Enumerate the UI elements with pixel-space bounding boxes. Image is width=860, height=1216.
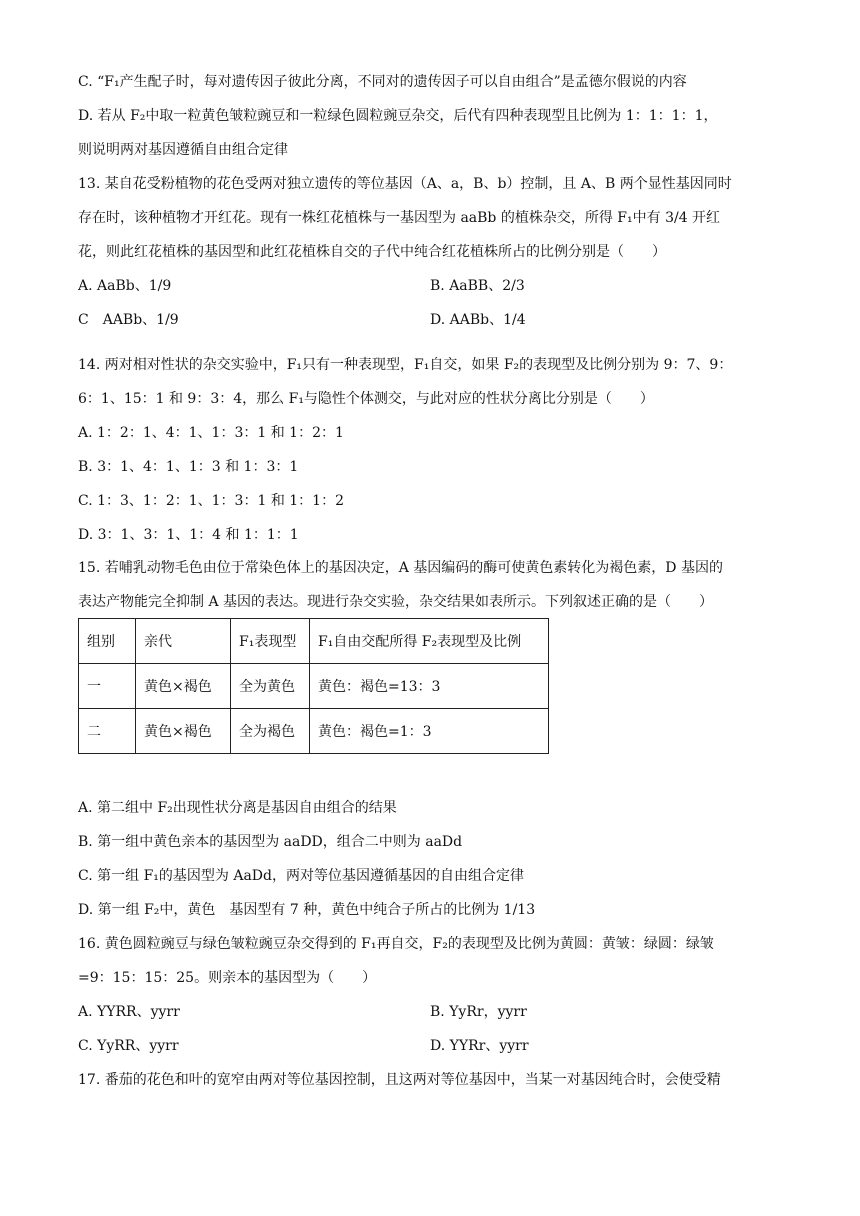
q15-option-a: A. 第二组中 F₂出现性状分离是基因自由组合的结果: [78, 800, 397, 816]
table-cell: 黄色×褐色: [136, 664, 231, 709]
table-header-cell: 组别: [79, 619, 136, 664]
q16-option-c: C. YyRR、yyrr: [78, 1038, 179, 1054]
q15-stem: 15. 若哺乳动物毛色由位于常染色体上的基因决定，A 基因编码的酶可使黄色素转化为褐色素，D 基因的: [78, 560, 723, 576]
q15-option-d: D. 第一组 F₂中，黄色 基因型有 7 种，黄色中纯合子所占的比例为 1/13: [78, 902, 536, 918]
q16-stem: 16. 黄色圆粒豌豆与绿色皱粒豌豆杂交得到的 F₁再自交，F₂的表现型及比例为黄圆：黄皱：绿圆：绿皱: [78, 936, 714, 952]
q16-stem-cont: =9：15：15：25。则亲本的基因型为（ ）: [78, 970, 377, 986]
table-cell: 黄色×褐色: [136, 709, 231, 754]
table-header-cell: F₁表现型: [231, 619, 310, 664]
q14-option-b: B. 3：1、4：1、1：3 和 1：3：1: [78, 459, 299, 475]
q15-option-b: B. 第一组中黄色亲本的基因型为 aaDD，组合二中则为 aaDd: [78, 834, 463, 850]
q14-option-d: D. 3：1、3：1、1：4 和 1：1：1: [78, 527, 299, 543]
q14-option-a: A. 1：2：1、4：1、1：3：1 和 1：2：1: [78, 425, 344, 441]
table-cell: 黄色：褐色=13：3: [310, 664, 549, 709]
q14-option-c: C. 1：3、1：2：1、1：3：1 和 1：1：2: [78, 493, 344, 509]
q13-option-a: A. AaBb、1/9: [78, 278, 172, 294]
q14-stem: 14. 两对相对性状的杂交实验中，F₁只有一种表现型，F₁自交，如果 F₂的表现型及比例分别为 9：7、9：: [78, 357, 733, 373]
q14-stem-cont: 6：1、15：1 和 9：3：4，那么 F₁与隐性个体测交，与此对应的性状分离比分别是（ ）: [78, 391, 654, 407]
q13-option-c: C AABb、1/9: [78, 312, 179, 328]
table-header-cell: F₁自由交配所得 F₂表现型及比例: [310, 619, 549, 664]
q13-stem-cont2: 花，则此红花植株的基因型和此红花植株自交的子代中纯合红花植株所占的比例分别是（ ）: [78, 244, 666, 260]
q16-option-a: A. YYRR、yyrr: [78, 1004, 180, 1020]
q12-option-d: D. 若从 F₂中取一粒黄色皱粒豌豆和一粒绿色圆粒豌豆杂交，后代有四种表现型且比例为 1：1：1：1，: [78, 108, 718, 124]
table-cell: 二: [79, 709, 136, 754]
q12-option-d-cont: 则说明两对基因遵循自由组合定律: [78, 142, 288, 158]
q17-stem: 17. 番茄的花色和叶的宽窄由两对等位基因控制，且这两对等位基因中，当某一对基因纯合时，会使受精: [78, 1072, 721, 1088]
q13-option-b: B. AaBB、2/3: [430, 278, 525, 294]
table-row: [79, 664, 549, 709]
table-header-cell: 亲代: [136, 619, 231, 664]
table-row: [79, 709, 549, 754]
table-cell: 全为黄色: [231, 664, 310, 709]
table-header-row: [79, 619, 549, 664]
q13-stem-cont: 存在时，该种植物才开红花。现有一株红花植株与一基因型为 aaBb 的植株杂交，所得 F₁中有 3/4 开红: [78, 210, 721, 226]
table-cell: 黄色：褐色=1：3: [310, 709, 549, 754]
q13-option-d: D. AABb、1/4: [430, 312, 526, 328]
q16-option-d: D. YYRr、yyrr: [430, 1038, 529, 1054]
q12-option-c: C. “F₁产生配子时，每对遗传因子彼此分离，不同对的遗传因子可以自由组合”是孟德尔假说的内容: [78, 74, 687, 90]
q13-stem: 13. 某自花受粉植物的花色受两对独立遗传的等位基因（A、a，B、b）控制，且 A、B 两个显性基因同时: [78, 176, 732, 192]
q15-results-table: [78, 618, 549, 754]
q16-option-b: B. YyRr，yyrr: [430, 1004, 527, 1020]
table-cell: 全为褐色: [231, 709, 310, 754]
q15-option-c: C. 第一组 F₁的基因型为 AaDd，两对等位基因遵循基因的自由组合定律: [78, 868, 524, 884]
table-cell: 一: [79, 664, 136, 709]
q15-stem-cont: 表达产物能完全抑制 A 基因的表达。现进行杂交实验，杂交结果如表所示。下列叙述正确的是（ ）: [78, 594, 714, 610]
